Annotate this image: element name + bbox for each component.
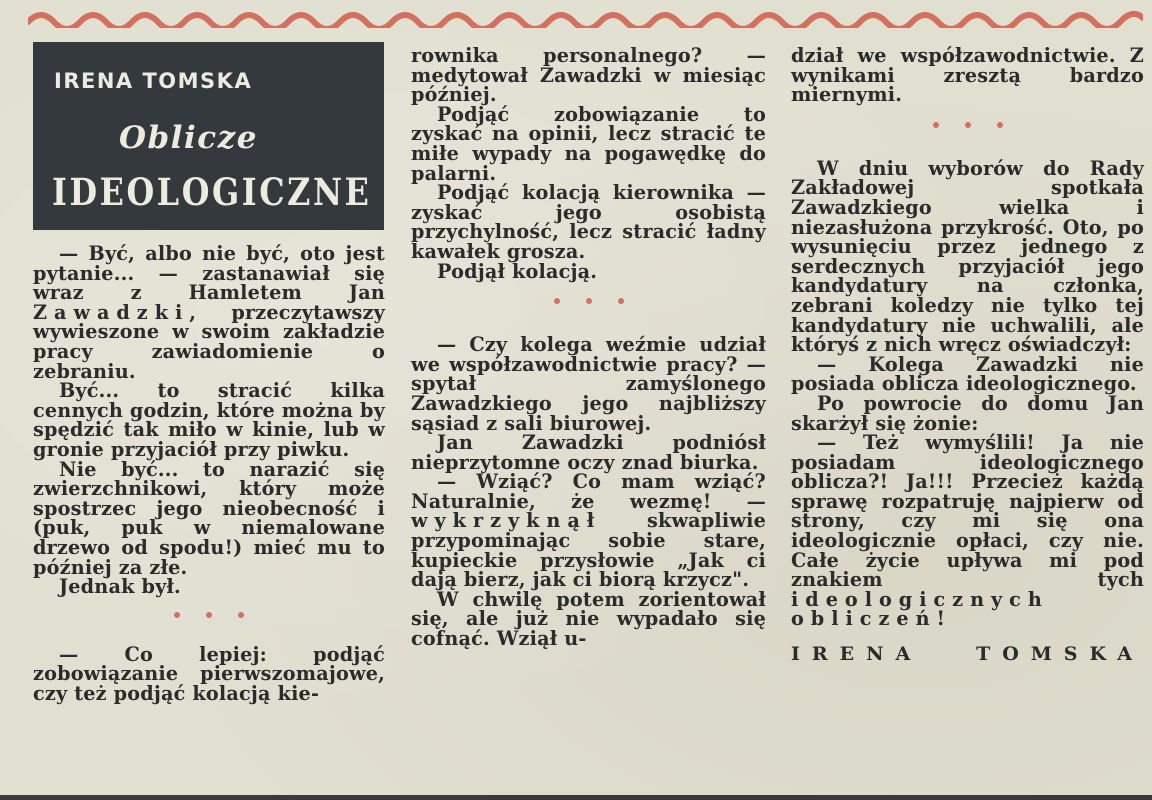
headline-author: IRENA TOMSKA (54, 69, 253, 93)
article-column-3 (791, 46, 1144, 665)
author-signature (791, 645, 1144, 665)
text: przeczytawszy wywieszone w swoim zakładzie pracy zawiadomienie o zebraniu. (33, 300, 385, 383)
paragraph: Po powrocie do domu Jan skarżył się żonie: (791, 391, 1144, 435)
paragraph: Jednak był. (59, 575, 181, 599)
paragraph (791, 433, 1144, 629)
paragraph: Nie być... to narazić się zwierzchnikowi, który może spostrzec jego nieobecność i (puk, puk w niemalowane drzewo od spodu!) mieć mu to później za złe. (33, 457, 385, 579)
paragraph: rownika personalnego? — medytował Zawadzki w miesiąc później. (411, 44, 766, 107)
text: skwapliwie przypominając sobie stare, kupieckie przysłowie „Jak ci dają bierz, jak ci biorą krzycz". (411, 509, 766, 592)
text: — Też wymyślili! Ja nie posiadam ideologicznego oblicza?! Ja!!! Przecież każdą sprawę rozpatruję najpierw od strony, czy mi się ona ideologicznie opłaci, czy nie. Całe życie upływa mi pod znakiem tych (791, 431, 1144, 592)
section-separator (411, 291, 766, 311)
separator-dot-icon (206, 612, 212, 618)
text: — Być, albo nie być, oto jest pytanie... — zastanawiał się wraz z Hamletem Jan (33, 242, 385, 305)
signature-first-name: IRENA (791, 643, 923, 666)
paragraph (411, 472, 766, 590)
headline-title-line1: Oblicze (119, 120, 258, 156)
paragraph: W dniu wyborów do Rady Zakładowej spotkała Zawadzkiego wielka i niezasłużona przykrość. Oto, po wysunięciu przez jednego z serdecznych przyjaciół jego kandydatury na członka, zebrani koledzy nie tylko tej kandydatury nie uchwalili, ale któryś z nich wręcz oświadczył: (791, 156, 1144, 357)
paragraph: W chwilę potem zorientował się, ale już nie wypadało się cofnąć. Wziął u- (411, 587, 766, 651)
separator-dot-icon (965, 122, 971, 128)
headline-title-line2: IDEOLOGICZNE (52, 170, 372, 214)
separator-dot-icon (586, 298, 592, 304)
page-bottom-edge (0, 795, 1152, 800)
paragraph: Podjąć zobowiązanie to zyskać na opinii, lecz stracić te miłe wypady na pogawędkę do palarni. (411, 102, 766, 185)
paragraph: Podjął kolacją. (437, 259, 598, 283)
separator-dot-icon (174, 612, 180, 618)
article-column-2 (411, 46, 766, 649)
separator-dot-icon (997, 122, 1003, 128)
article-column-1 (33, 244, 385, 703)
text: — Wziąć? Co mam wziąć? Naturalnie, że wezmę! — (411, 470, 766, 513)
paragraph: Jan Zawadzki podniósł nieprzytomne oczy znad biurka. (411, 431, 766, 474)
paragraph: Podjąć kolacją kierownika — zyskać jego osobistą przychylność, lecz stracić ładny kawałek grosza. (411, 181, 766, 263)
decorative-wavy-rule (28, 6, 1143, 28)
paragraph: — Czy kolega weźmie udział we współzawodnictwie pracy? — spytał zamyślonego Zawadzkiego jego najbliższy sąsiad z sali biurowej. (411, 333, 766, 435)
headline-box (33, 42, 384, 230)
separator-dot-icon (618, 298, 624, 304)
separator-dot-icon (238, 612, 244, 618)
paragraph: — Co lepiej: podjąć zobowiązanie pierwszomajowe, czy też podjąć kolacją kie- (33, 642, 385, 705)
spaced-name: Zawadzki, (33, 300, 203, 324)
paragraph: — Kolega Zawadzki nie posiada oblicza ideologicznego. (791, 352, 1144, 396)
section-separator (33, 605, 385, 625)
paragraph: Być... to stracić kilka cennych godzin, które można by spędzić tak miło w kinie, lub w gronie przyjaciół przy piwku. (33, 379, 385, 461)
paragraph (33, 244, 385, 381)
separator-dot-icon (554, 298, 560, 304)
spaced-phrase: ideologicznych obliczeń! (791, 587, 1049, 631)
separator-dot-icon (933, 122, 939, 128)
paragraph: dział we współzawodnictwie. Z wynikami zresztą bardzo miernymi. (791, 44, 1144, 107)
section-separator (791, 115, 1144, 135)
signature-last-name: TOMSKA (976, 643, 1144, 666)
spaced-word: wykrzyknął (411, 509, 602, 533)
